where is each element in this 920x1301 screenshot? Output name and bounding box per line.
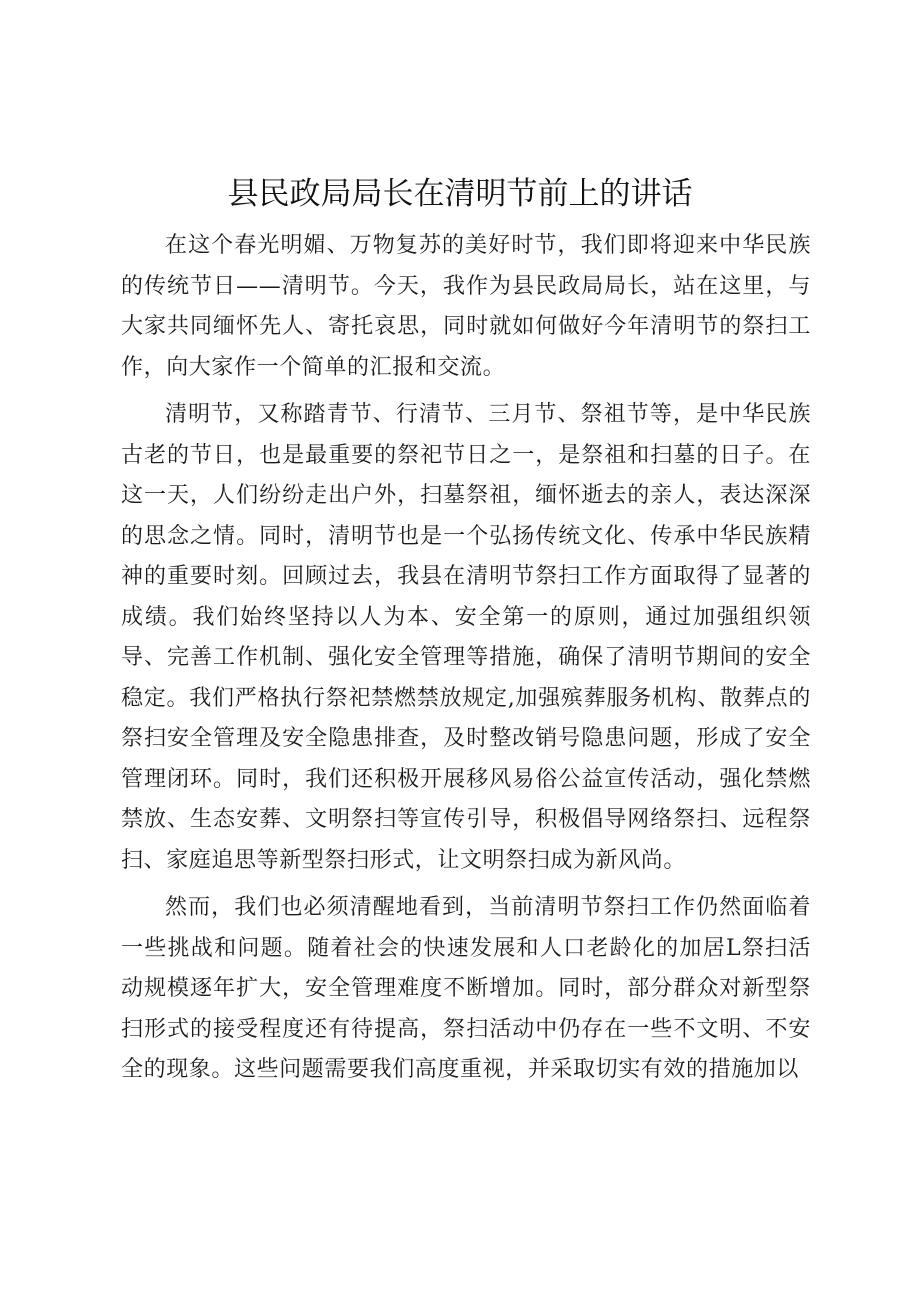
paragraph-intro: 在这个春光明媚、万物复苏的美好时节，我们即将迎来中华民族的传统节日——清明节。今天，我作为县民政局局长，站在这里，与大家共同缅怀先人、寄托哀思，同时就如何做好今年清明节的祭扫工作，向大家作一个简单的汇报和交流。 (121, 233, 811, 380)
document-body (121, 226, 811, 1098)
paragraph-qingming-background: 清明节，又称踏青节、行清节、三月节、祭祖节等，是中华民族古老的节日，也是最重要的祭祀节日之一，是祭祖和扫墓的日子。在这一天，人们纷纷走出户外，扫墓祭祖，缅怀逝去的亲人，表达深深的思念之情。同时，清明节也是一个弘扬传统文化、传承中华民族精神的重要时刻。回顾过去，我县在清明节祭扫工作方面取得了显著的成绩。我们始终坚持以人为本、安全第一的原则，通过加强组织领导、完善工作机制、强化安全管理等措施，确保了清明节期间的安全稳定。我们严格执行祭祀禁燃禁放规定,加强殡葬服务机构、散葬点的祭扫安全管理及安全隐患排查，及时整改销号隐患问题，形成了安全管理闭环。同时，我们还积极开展移风易俗公益宣传活动，强化禁燃禁放、生态安葬、文明祭扫等宣传引导，积极倡导网络祭扫、远程祭扫、家庭追思等新型祭扫形式，让文明祭扫成为新风尚。 (121, 402, 811, 873)
document-title: 县民政局局长在清明节前上的讲话 (227, 176, 693, 212)
paragraph-challenges: 然而，我们也必须清醒地看到，当前清明节祭扫工作仍然面临着一些挑战和问题。随着社会的快速发展和人口老龄化的加居L祭扫活动规模逐年扩大，安全管理难度不断增加。同时，部分群众对新型祭扫形式的接受程度还有待提高，祭扫活动中仍存在一些不文明、不安全的现象。这些问题需要我们高度重视，并采取切实有效的措施加以 (121, 895, 811, 1082)
